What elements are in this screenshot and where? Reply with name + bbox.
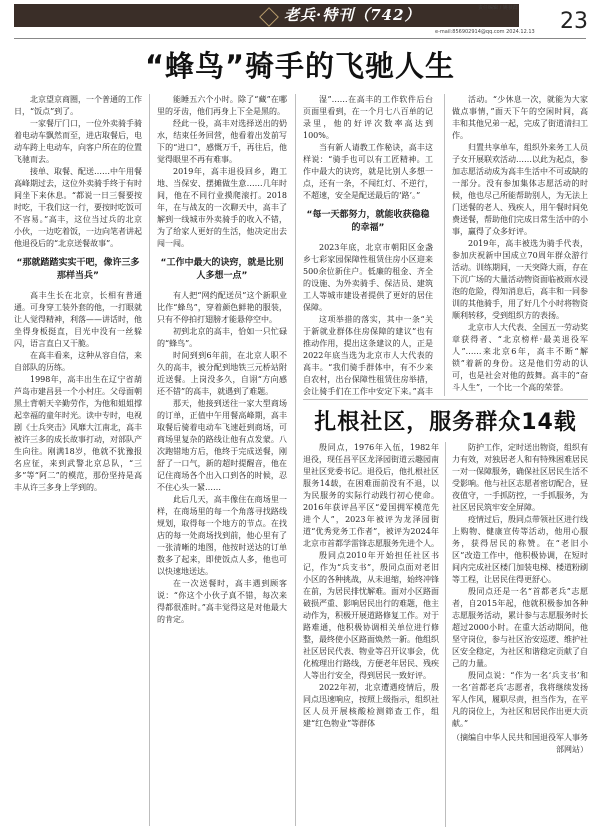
paragraph: 疫情过后，殷同点带领社区进行线上购物、健康宣传等活动，他用心服务，获得居民的称赞。在“老旧小区”改造工作中，他积极协调，在短时间内完成社区楼门加装电梯、楼道粉刷等工程，让居民住得更舒心。 [452,515,588,584]
paragraph: 殷同点2010年开始担任社区书记，作为“兵支书”，殷同点面对老旧小区的各种挑战，从未退缩，始终冲锋在前，为居民排忧解难。面对小区路面破损严重、影响居民出行的难题，他主动作为，积极开展道路修复工作。对于路难通，他积极协调相关单位进行修整，最终使小区路面焕然一新。他组织社区居民代表、物业等召开议事会，优化梳理出行路线，方便老年居民、残疾人等出行安全，得到居民一致好评。 [303,551,439,680]
paragraph: 接单、取餐、配送……中午用餐高峰期过去，这位外卖骑手终于有时间坐下来休息。“都说一日三餐要按时吃，干我们这一行，要按时吃饭可不容易。”高丰，这位当过兵的北京小伙，一边吃着饭，一边向笔者讲起他退役后的“北京送餐故事”。 [14,167,142,248]
paragraph: 2023年底，北京市朝阳区金盏乡七彩家园保障性租赁住房小区迎来500余位新住户。低廉的租金、齐全的设施、为外卖骑手、保洁员、建筑工人等城市建设者提供了更好的居住保障。 [303,243,433,312]
article-column-2 [157,94,287,826]
paragraph: 湿”……在高丰的工作软件后台页面里看到，在一个月七八百单的记录里，他的好评次数率高达到100%。 [303,95,433,140]
column-divider [149,94,150,826]
paragraph: 防护工作，定时送出物资，组织有力有效，对独居老人和有特殊困难居民一对一保障服务，确保社区居民生活不受影响。他与社区志愿者密切配合，昼夜值守，一手抓防控，一手抓服务，为社区居民筑牢安全屏障。 [452,443,588,512]
paragraph: 一家餐厅门口，一位外卖骑手骑着电动车飘然而至，进店取餐后，电动车跨上电动车，向客户所在的位置飞驰而去。 [14,119,142,164]
subheading: “每一天都努力，就能收获稳稳的幸福” [306,210,430,233]
column-divider [444,94,445,396]
paragraph: 初到北京的高丰，恰如一只忙碌的“蜂鸟”。 [157,327,287,348]
paragraph: 经此一役，高丰对选择送出的奶水，结束任务回营，他看着出发前写下的“进口”，感慨万千，再往后，他觉得眼里不再有难事。 [157,119,287,164]
paragraph: 能睡五六个小时。除了“藏”在哪里的牙齿，他们再身上下全是黑的。 [157,95,287,116]
paragraph: 2019年，高丰被选为骑手代表，参加庆祝新中国成立70周年群众游行活动。训练期间，一天突降大雨，存在下沉广场的大量活动物资面临被雨水浸泡的危险，得知消息后，高丰和一同参训的其他骑手，用了好几个小时将物资顺利转移，受到组织方的表扬。 [452,239,588,320]
paragraph: 在一次送餐时，高丰遇到顾客说：“你这个小伙子真不错，每次来得都很准时。”高丰觉得这是对他最大的肯定。 [157,579,287,624]
paragraph: 活动。“少休息一次，就能为大家做点事情，”面天下午的空闲时间，高丰和其他兄弟一起，完成了街道清扫工作。 [452,95,588,140]
paragraph: 此后几天，高丰像住在商场里一样，在商场里的每一个角落寻找路线规划，取得每一个地方的节点。在找店的每一处商场找到前，他心里有了一张清晰的地图，他按时送达的订单数多了起来，即使饭点人多，他也可以快速地送达。 [157,495,287,576]
paragraph: 殷同点说：“作为一名‘兵支书’和一名‘首都老兵’志愿者，我将继续发扬军人作风，履职尽责，担当作为，在平凡的岗位上，为社区和居民作出更大贡献。” [452,671,588,728]
paragraph: 时间到到6年前，在北京人职不久的高丰，被分配到地铁三元桥站附近送餐。上岗没多久，自诩“方向感还不错”的高丰，就遇到了难题。 [157,351,287,396]
column-divider [295,94,296,826]
article2-column-2 [452,442,588,827]
paragraph: 高丰生长在北京，长相有普通通。可身穿工装外套的他，一打眼就让人觉得精神，利落——讲话时，他坐得身板挺直，目光中没有一丝躲闪，语言直白又干脆。 [14,291,142,348]
article-column-1 [14,94,142,826]
paragraph: 在高丰看来，这种从容自信，来自部队的历练。 [14,351,142,372]
column-divider [445,442,446,827]
article-headline: “蜂鸟”骑手的飞驰人生 [144,49,456,83]
page-number: 23 [560,9,588,34]
article-column-4 [452,94,588,394]
article2-column-1 [303,442,439,827]
paragraph: 当有新人请教工作秘诀，高丰这样说：“骑手也可以有工匠精神。工作中最大的诀窍，就是比别人多想一点，还有一条，不闯红灯、不逆行，不超速，安全是配送最后的‘路’。” [303,143,433,200]
diamond-ornament-icon [259,7,279,27]
paragraph: 北京望京商圈，一个普通的工作日，“饭点”到了。 [14,95,142,116]
subheading: “工作中最大的诀窍，就是比别人多想一点” [160,258,284,281]
paragraph: 2022年初，北京遭遇疫情后，殷同点迅速响应，按照上级指示，组织社区人员开展核酸检测筛查工作，组建“红色物业”等群体 [303,683,439,728]
paragraph: 那天，他接到送往一家大型商场的订单，正值中午用餐高峰期，高丰取餐后骑着电动车飞速赶到商场，可商场里复杂的路线让他有点发蒙。八次跑错地方后，他终于完成送餐，刚舒了一口气，新的超时提醒音，他在记住商场各个出入口到各的时候，忍不住心头一紧…… [157,399,287,492]
article-column-3 [303,94,433,396]
paragraph: 这项举措的落实，其中一条“关于新就业群体住房保障的建议”也有推动作用，提出这条建议的人，正是2022年底当选为北京市人大代表的高丰。“我们骑手群体中，有不少来自农村，出台保障性租赁住房举措，会让骑手们在工作中安定下来。”高丰 [303,315,433,396]
article-headline-2: 扎根社区，服务群众14载 [314,410,577,435]
section-banner [14,4,519,27]
paragraph: 2019年，高丰退役回乡，跑工地、当保安、摆摊做生意……几年时间，他在不同行业摸爬滚打。2018年，在与战友的一次聊天中，高丰了解到一线城市外卖骑手的收入不错，为了给家人更好的生活，他决定出去闯一闯。 [157,167,287,248]
header-rule [14,38,586,39]
section-divider [303,399,588,400]
paragraph: 殷同点还是一名“首都老兵”志愿者，自2015年起，他就积极参加各种志愿服务活动，累计参与志愿服务时长超过2000小时。在重大活动期间，他坚守岗位，参与社区治安巡逻、维护社区安全稳定，为社区和谐稳定贡献了自己的力量。 [452,587,588,668]
subheading: “那就踏踏实实干吧，像许三多那样当兵” [16,258,140,281]
paragraph: 1998年，高丰出生在辽宁省葫芦岛市建昌县一个小村庄。父母面朝黑土背朝天辛勤劳作，为他和姐姐撑起幸福的童年时光。读中专时，电视剧《士兵突击》风靡大江南北，高丰被许三多的成长故事打动，对部队产生向往。刚满18岁，他就不犹豫报名应征，来到武警北京总队，“三多”等“阿二”的模范，那份坚持是高丰从许三多身上学到的。 [14,375,142,492]
section-title: 老兵·特刊（742） [284,6,421,24]
page-header [0,0,600,46]
editor-credit: 责任编辑 / 姚获群 [478,5,518,11]
contact-email-date: e-mail:856902914@qq.com 2024.12.13 [435,29,535,35]
article-byline: （摘编自中华人民共和国退役军人事务部网站） [452,733,588,754]
paragraph: 归置共享单车，组织外来务工人员子女开展联欢活动……以此为起点，参加志愿活动成为高丰生活中不可或缺的一部分。没有参加集体志愿活动的时候，他也尽己所能帮助别人，为无法上门送餐的老人、残疾人，用午餐时间免费送餐，帮助他们完成日常生活中的小事，赢得了众多好评。 [452,143,588,236]
paragraph: 有人把“网约配送员”这个新职业比作“蜂鸟”，穿着颜色鲜艳的服装，只有不停拍打翅膀才能悬停空中。 [157,291,287,324]
paragraph: 北京市人大代表、全国五一劳动奖章获得者、“北京榜样·最美退役军人”……来北京6年，高丰不断“解锁”着新的身份。这是他们劳动的认可，也是社会对他的鼓舞。高丰的“奋斗人生”，一个比一个高的荣誉。 [452,323,588,392]
paragraph: 殷同点，1976年入伍，1982年退役，现任昌平区龙泽园街道云趣园南里社区党委书记。退役后，他扎根社区服务14载，在困难面前没有不退，以为民服务的实际行动践行初心使命。2016年获评昌平区“爱国拥军模范先进个人”，2023年被评为龙泽园街道“优秀党务工作者”，被评为2024年北京市首都学雷锋志愿服务先进个人。 [303,443,439,548]
